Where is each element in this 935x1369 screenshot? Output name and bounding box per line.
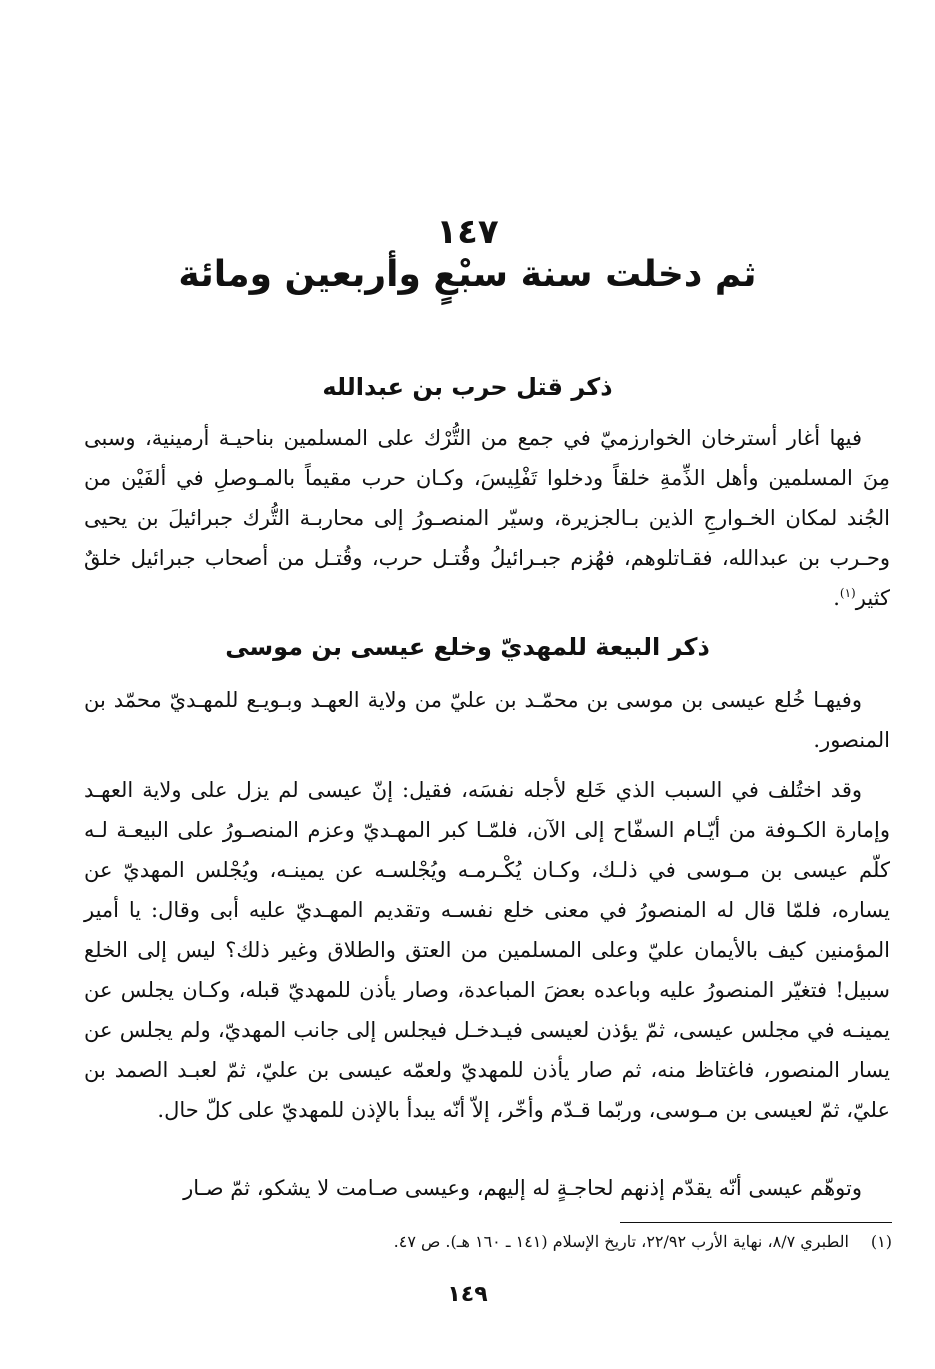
paragraph-end: . [833, 586, 840, 610]
footnote-marker: (١) [870, 1232, 892, 1251]
section-body-mahdi-reason [84, 770, 890, 1130]
paragraph [84, 418, 890, 618]
footnote-text: الطبري ٨/٧، نهاية الأرب ٢٢/٩٢، تاريخ الإسلام (١٤١ ـ ١٦٠ هـ). ص ٤٧. [393, 1232, 849, 1251]
footnote-divider [620, 1222, 892, 1223]
paragraph: وفيهـا خُلع عيسى بن موسى بن محمّـد بن عليّ من ولاية العهـد وبـويـع للمهـديّ محمّد بن المنصور. [84, 688, 890, 752]
footnote-reference[interactable]: (١) [839, 586, 856, 600]
paragraph-text: فيها أغار أسترخان الخوارزميّ في جمع من التُّرْك على المسلمين بناحيـة أرمينية، وسبى مِنَ المسلمين وأهل الذِّمةِ خلقاً ودخلوا تَفْلِيسَ، وكـان حرب مقيماً بالمـوصلِ في ألفَيْن من الجُند لمكان الخـوارجِ الذين بـالجزيرة، وسيّر المنصـورُ إلى محاربـة التُّرك جبرائيلَ بن يحيى وحـرب بن عبدالله، فقـاتلوهم، فهُزم جبـرائيلُ وقُتـل حرب، وقُتـل من أصحاب جبرائيل خلقٌ كثير [84, 426, 890, 610]
section-body-mahdi-cont [84, 1168, 890, 1208]
paragraph: وتوهّم عيسى أنّه يقدّم إذنهم لحاجـةٍ له إليهم، وعيسى صـامت لا يشكو، ثمّ صـار [183, 1176, 862, 1200]
section-body-harb [84, 418, 890, 618]
paragraph: وقد اختُلف في السبب الذي خَلع لأجله نفسَه، فقيل: إنّ عيسى لم يزل على ولاية العهـد وإمارة الكـوفة من أيّـام السفّاح إلى الآن، فلمّـا كبر المهـديّ وعزم المنصـورُ على البيعـة لـه كلّم عيسى بن مـوسى في ذلـك، وكـان يُكْـرمـه ويُجْلسـه عن يمينـه، ويُجْلس المهديّ عن يساره، فلمّا قال له المنصورُ في معنى خلع نفسـه وتقديم المهـديّ عليه أبى وقال: يا أمير المؤمنين كيف بالأيمان عليّ وعلى المسلمين من العتق والطلاق وغير ذلك؟ ليس إلى الخلع سبيل! فتغيّر المنصورُ عليه وباعده بعضَ المباعدة، وصار يأذن للمهديّ قبله، وكـان يجلس عن يمينـه في مجلس عيسى، ثمّ يؤذن لعيسى فيـدخـل فيجلس إلى جانب المهديّ، ولم يجلس عن يسار المنصور، فاغتاظ منه، ثم صار يأذن للمهديّ ولعمّه عيسى بن عليّ، ثمّ لعبـد الصمد بن عليّ، ثمّ لعيسى بن مـوسى، وربّما قـدّم وأخّر، إلاّ أنّه يبدأ بالإذن للمهديّ على كلّ حال. [84, 778, 890, 1122]
page-number: ١٤٩ [447, 1282, 488, 1307]
year-number: ١٤٧ [436, 212, 499, 252]
section-body-mahdi [84, 680, 890, 760]
section-heading-mahdi: ذكر البيعة للمهديّ وخلع عيسى بن موسى [225, 633, 710, 661]
chapter-title: ثم دخلت سنة سبْعٍ وأربعين ومائة [178, 254, 757, 295]
footnote [210, 1228, 892, 1256]
section-heading-harb: ذكر قتل حرب بن عبدالله [322, 373, 613, 401]
